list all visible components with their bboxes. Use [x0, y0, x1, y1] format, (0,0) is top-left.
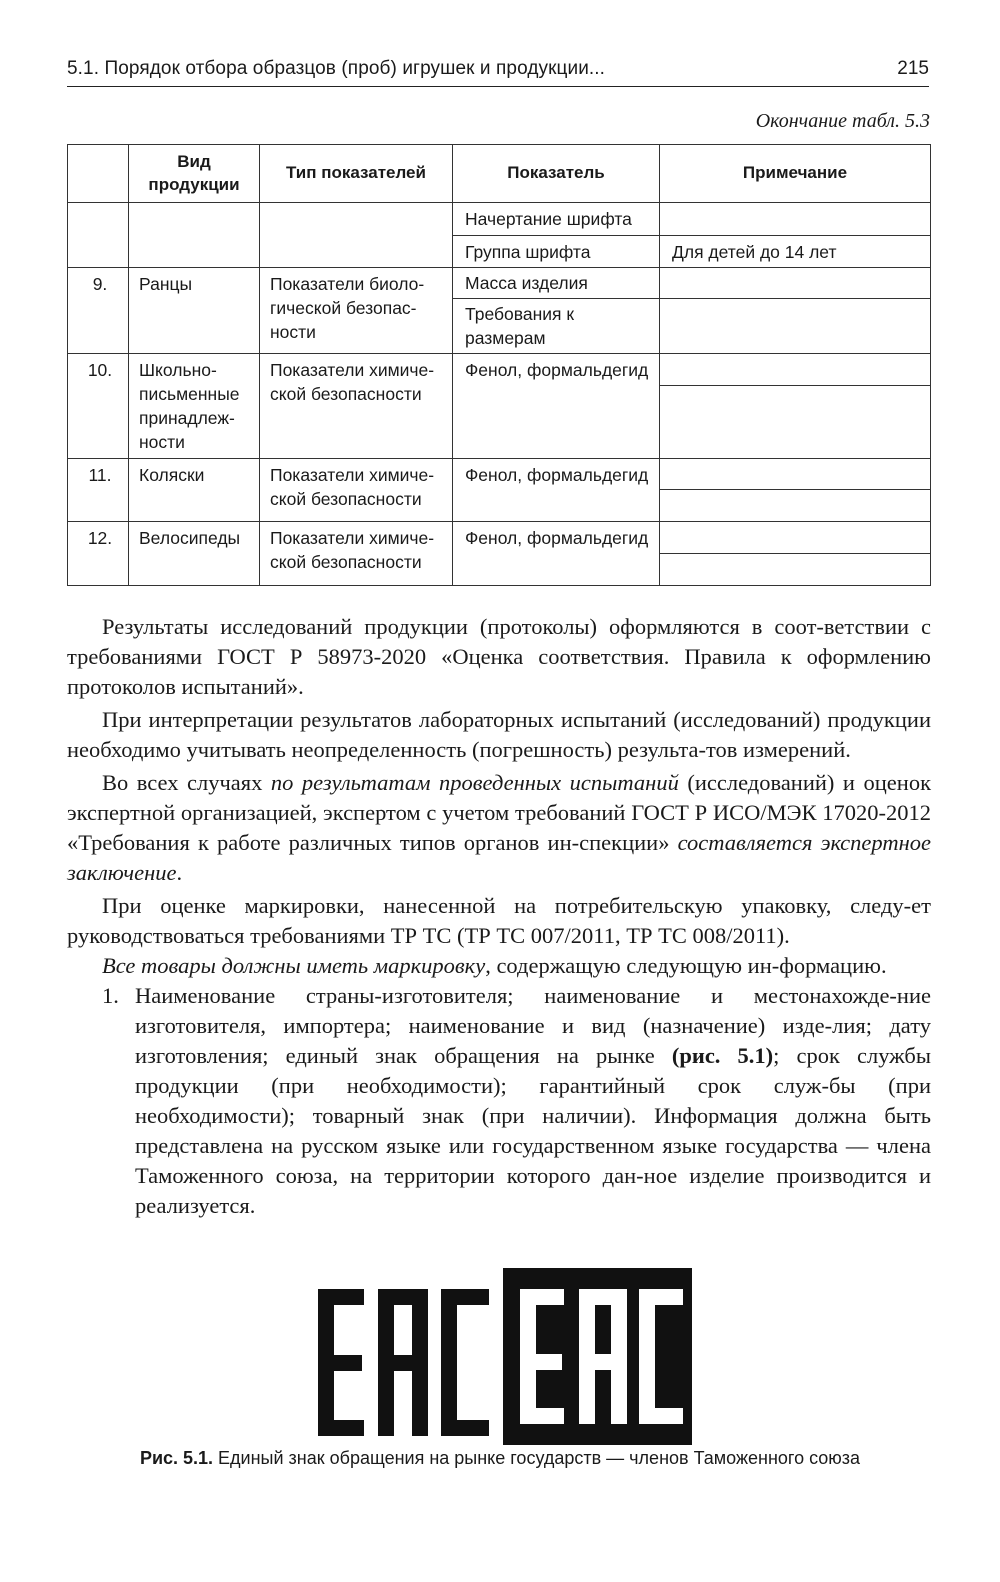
italic-run: Все товары должны иметь маркировку [102, 953, 486, 978]
paragraph-text: При интерпретации результатов лабораторных испытаний (исследований) продукции необходимо учитывать неопределенность (погрешность) результа-тов измерений. [67, 707, 931, 762]
note-cell [660, 354, 930, 458]
italic-run: по результатам проведенных испытаний [270, 770, 679, 795]
table-cell [260, 203, 453, 268]
row-number [68, 459, 129, 522]
product-text: Школьно-письменные принадлеж-ности [139, 360, 240, 452]
type-text: Показатели биоло-гической безопас-ности [270, 274, 425, 342]
text-run: Наименование страны-изготовителя; наименование и местонахожде-ние изготовителя, импортера; наименование и вид (назначение) изде-лия; дату изготовления; единый знак обращения на рынке [135, 983, 931, 1068]
row-number [68, 354, 129, 459]
text-run: , содержащую следующую ин-формацию. [485, 953, 887, 978]
table-row [68, 268, 931, 354]
paragraph [67, 768, 931, 888]
row-number-text: 12. [87, 528, 113, 548]
column-header: Показатель [453, 145, 660, 203]
type-text: Показатели химиче-ской безопасности [270, 465, 435, 509]
column-header-text: Вид продукции [148, 152, 240, 194]
text-run: ; срок службы продукции (при необходимости); гарантийный срок служ-бы (при необходимости); товарный знак (при наличии). Информация должна быть представлена на русском языке или государственном языке государства — члена Таможенного союза, на территории которого дан-ное изделие производится и реализуется. [135, 1043, 931, 1218]
table-row [68, 354, 931, 459]
row-number-text: 9. [92, 274, 108, 294]
product-cell [129, 354, 260, 459]
table-cell [453, 268, 931, 354]
text-run: (исследований) и оценок экспертной организацией, экспертом с учетом требований ГОСТ Р ИСО/МЭК 17020-2012 «Требования к работе различных типов органов ин-спекции» [67, 770, 931, 855]
indicator-cell: Фенол, формальдегид [453, 522, 660, 585]
note-cell [660, 203, 930, 235]
page-number: 215 [897, 58, 929, 79]
paragraph [67, 891, 931, 951]
type-cell [260, 268, 453, 354]
row-number-text: 11. [88, 465, 112, 485]
paragraph: Результаты исследований продукции (протоколы) оформляются в соот-ветствии с требованиями ГОСТ Р 58973-2020 «Оценка соответствия. Правила к оформлению протоколов испытаний». [67, 614, 931, 699]
paragraph [67, 951, 931, 981]
table-row [68, 522, 931, 586]
data-table [67, 144, 931, 586]
note-cell [660, 268, 930, 298]
type-cell [260, 522, 453, 586]
indicator-cell: Требования к размерам [453, 299, 660, 353]
column-header [129, 145, 260, 203]
figure-label: Рис. 5.1. [139, 1448, 214, 1468]
note-cell [660, 459, 930, 521]
list-item [102, 981, 931, 1221]
figure-caption [0, 1448, 1000, 1469]
table-cell [453, 354, 931, 459]
indicator-cell: Фенол, формальдегид [453, 354, 660, 458]
type-text: Показатели химиче-ской безопасности [270, 528, 435, 572]
row-number-text: 10. [87, 360, 113, 380]
table-row [68, 459, 931, 522]
table-cell [68, 203, 129, 268]
indicator-cell: Начертание шрифта [453, 203, 660, 235]
type-cell [260, 459, 453, 522]
table-continuation-caption: Окончание табл. 5.3 [755, 110, 930, 132]
table-cell [453, 203, 931, 268]
italic-run: составляется экспертное заключение [67, 830, 931, 885]
row-number [68, 522, 129, 586]
table-header-row [68, 145, 931, 203]
column-header: Примечание [660, 145, 931, 203]
list-number: 1. [102, 983, 119, 1008]
column-header: Тип показателей [260, 145, 453, 203]
type-cell [260, 354, 453, 459]
text-run: Во всех случаях [102, 770, 271, 795]
column-header [68, 145, 129, 203]
text-run: . [176, 860, 183, 885]
note-cell [660, 522, 930, 585]
indicator-cell: Масса изделия [453, 268, 660, 298]
figure-reference: (рис. 5.1) [671, 1043, 774, 1068]
product-text: Велосипеды [139, 528, 241, 548]
type-text: Показатели химиче-ской безопасности [270, 360, 435, 404]
table-cell [453, 522, 931, 586]
product-cell [129, 522, 260, 586]
note-cell: Для детей до 14 лет [672, 242, 837, 262]
product-cell [129, 459, 260, 522]
paragraph-text: При оценке маркировки, нанесенной на потребительскую упаковку, следу-ет руководствоваться требованиями ТР ТС (ТР ТС 007/2011, ТР ТС 008/2011). [67, 893, 931, 948]
eac-mark-logo [313, 1268, 693, 1445]
indicator-cell: Фенол, формальдегид [453, 459, 660, 521]
note-cell [660, 299, 930, 353]
body-text [67, 612, 931, 1221]
paragraph [67, 705, 931, 765]
header-title: 5.1. Порядок отбора образцов (проб) игрушек и продукции... [67, 58, 606, 79]
table-cell [453, 459, 931, 522]
list-text [135, 981, 931, 1221]
product-cell [129, 268, 260, 354]
product-text: Коляски [139, 465, 205, 485]
product-text: Ранцы [139, 274, 193, 294]
table-row [68, 203, 931, 268]
row-number [68, 268, 129, 354]
indicator-cell: Группа шрифта [453, 236, 660, 267]
running-header [67, 58, 929, 87]
table-cell [129, 203, 260, 268]
figure-caption-text: Единый знак обращения на рынке государств — членов Таможенного союза [213, 1448, 861, 1468]
